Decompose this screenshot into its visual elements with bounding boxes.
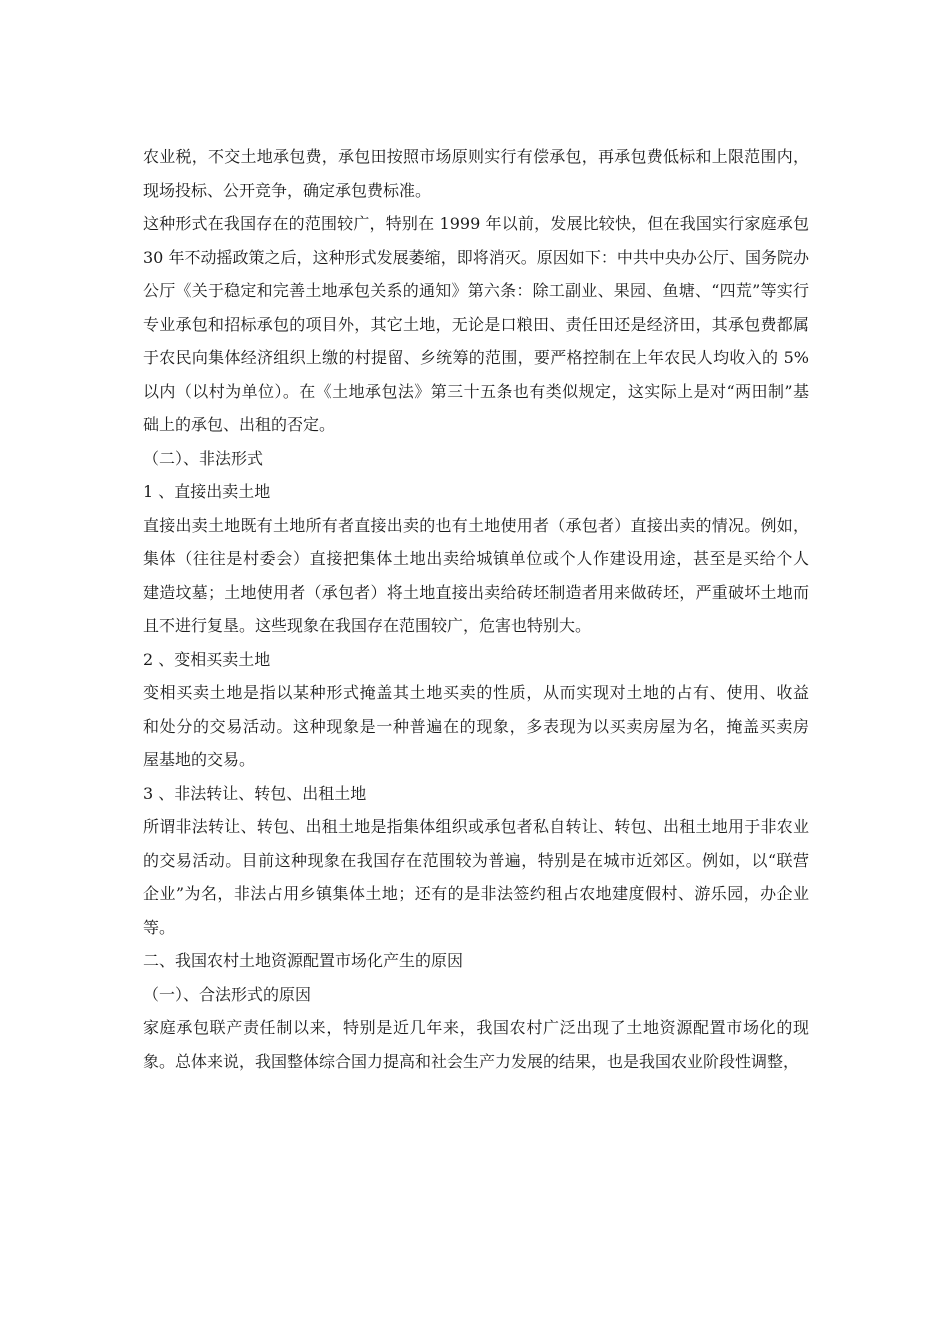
text-line: 家庭承包联产责任制以来，特别是近几年来，我国农村广泛出现了土地资源配置市场化的现: [143, 1018, 809, 1037]
section-heading: 1 、直接出卖土地: [143, 482, 271, 501]
text-line: 的交易活动。目前这种现象在我国存在范围较为普遍，特别是在城市近郊区。例如，以“联营: [143, 850, 809, 870]
text-line: 所谓非法转让、转包、出租土地是指集体组织或承包者私自转让、转包、出租土地用于非农业: [143, 817, 809, 836]
text-line: 30 年不动摇政策之后，这种形式发展萎缩，即将消灭。原因如下：中共中央办公厅、国务院办: [143, 247, 809, 267]
text-line: 以内（以村为单位）。在《土地承包法》第三十五条也有类似规定，这实际上是对“两田制”基: [143, 381, 809, 401]
section-heading: （一）、合法形式的原因: [143, 984, 312, 1004]
section-heading: （二）、非法形式: [143, 448, 264, 468]
text-line: 础上的承包、出租的否定。: [143, 415, 336, 434]
paragraph: [143, 1011, 809, 1078]
text-line: 屋基地的交易。: [143, 750, 256, 769]
paragraph: [143, 140, 809, 207]
text-line: 专业承包和招标承包的项目外，其它土地，无论是口粮田、责任田还是经济田，其承包费都属: [143, 314, 809, 334]
text-line: 变相买卖土地是指以某种形式掩盖其土地买卖的性质，从而实现对土地的占有、使用、收益: [143, 683, 809, 702]
text-line: 建造坟墓；土地使用者（承包者）将土地直接出卖给砖坯制造者用来做砖坯，严重破坏土地而: [143, 582, 809, 602]
text-line: 于农民向集体经济组织上缴的村提留、乡统筹的范围，要严格控制在上年农民人均收入的 5%: [143, 348, 809, 367]
document-page: [143, 140, 809, 1078]
text-line: 现场投标、公开竞争，确定承包费标准。: [143, 180, 432, 200]
text-line: 公厅《关于稳定和完善土地承包关系的通知》第六条：除工副业、果园、鱼塘、“四荒”等实行: [143, 281, 809, 300]
paragraph: [143, 676, 809, 777]
paragraph: [143, 810, 809, 944]
text-line: 直接出卖土地既有土地所有者直接出卖的也有土地使用者（承包者）直接出卖的情况。例如，: [143, 515, 809, 535]
text-line: 且不进行复垦。这些现象在我国存在范围较广，危害也特别大。: [143, 616, 592, 635]
text-line: 象。总体来说，我国整体综合国力提高和社会生产力发展的结果，也是我国农业阶段性调整，: [143, 1051, 800, 1071]
text-line: 和处分的交易活动。这种现象是一种普遍在的现象，多表现为以买卖房屋为名，掩盖买卖房: [143, 716, 809, 736]
text-line: 集体（往往是村委会）直接把集体土地出卖给城镇单位或个人作建设用途，甚至是买给个人: [143, 549, 809, 568]
text-line: 等。: [143, 917, 176, 937]
section-heading: 3 、非法转让、转包、出租土地: [143, 783, 367, 803]
section-heading: 二、我国农村土地资源配置市场化产生的原因: [143, 951, 464, 970]
section-heading: 2 、变相买卖土地: [143, 649, 271, 669]
text-line: 企业”为名，非法占用乡镇集体土地；还有的是非法签约租占农地建度假村、游乐园，办企业: [143, 884, 809, 903]
paragraph: [143, 207, 809, 442]
text-line: 农业税，不交土地承包费，承包田按照市场原则实行有偿承包，再承包费低标和上限范围内，: [143, 147, 809, 166]
paragraph: [143, 509, 809, 643]
text-line: 这种形式在我国存在的范围较广，特别在 1999 年以前，发展比较快，但在我国实行家庭承包: [143, 214, 809, 233]
